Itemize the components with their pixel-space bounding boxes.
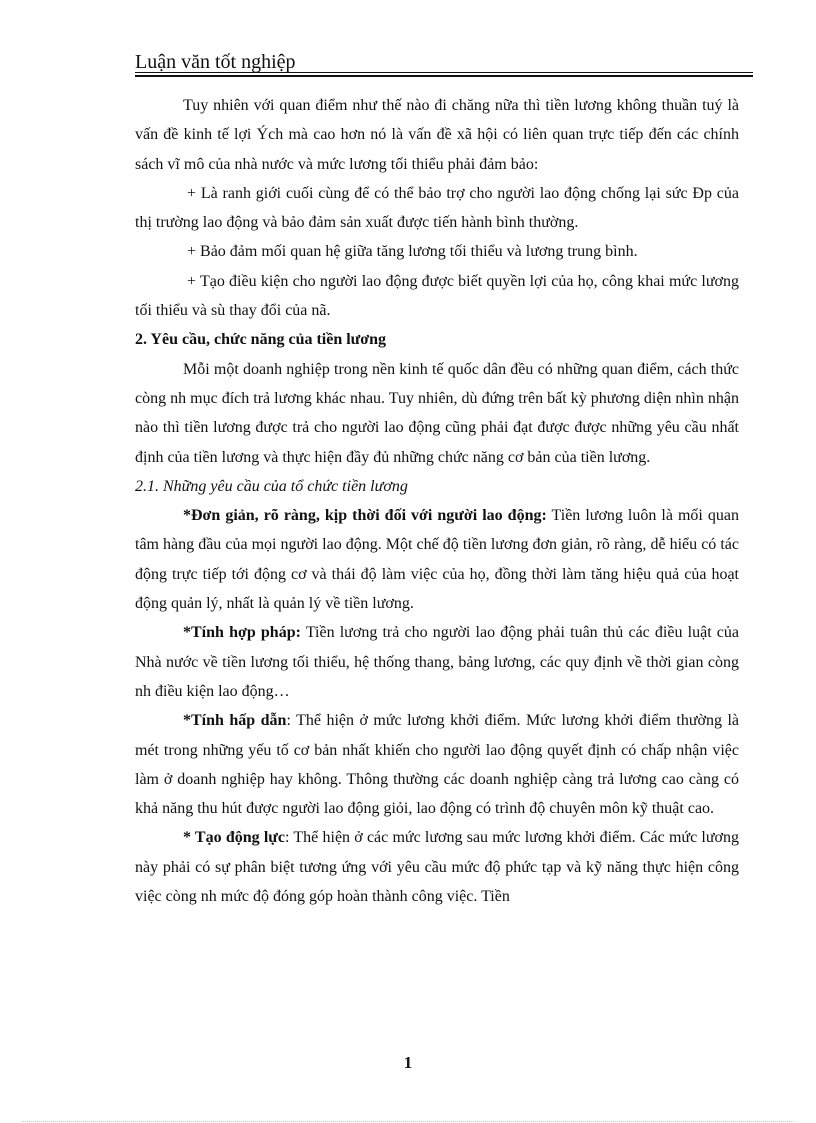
document-body	[135, 91, 739, 911]
paragraph-intro: Tuy nhiên với quan điểm như thế nào đi chăng nữa thì tiền lương không thuần tuý là vấn đề kinh tế lợi Ých mà cao hơn nó là vấn đề xã hội có liên quan trực tiếp đến các chính sách vĩ mô của nhà nước và mức lương tối thiểu phải đảm bảo:	[135, 97, 739, 173]
paragraph-bullet-1: + Là ranh giới cuối cùng để có thể bảo trợ cho người lao động chống lại sức Ðp của thị trường lao động và bảo đảm sản xuất được tiến hành bình thường.	[135, 184, 739, 232]
paragraph-requirement-simple	[135, 501, 739, 618]
requirement-motivation-title: * Tạo động lực	[183, 829, 286, 847]
subsection-heading: 2.1. Những yêu cầu của tổ chức tiền lương	[135, 477, 408, 495]
paragraph-requirement-attractive	[135, 706, 739, 823]
requirement-legal-title: *Tính hợp pháp:	[183, 624, 301, 642]
requirement-simple-title: *Đơn giản, rõ ràng, kịp thời đối với người lao động:	[183, 507, 547, 525]
header-title: Luận văn tốt nghiệp	[135, 51, 296, 73]
page-header	[135, 50, 753, 76]
requirement-simple-text: Tiền lương luôn là mối quan tâm hàng đầu của mọi người lao động. Một chế độ tiền lương đơn giản, rõ ràng, dễ hiểu có tác động trực tiếp tới động cơ và thái độ làm việc của họ, đồng thời làm tăng hiệu quả của hoạt động quản lý, nhất là quản lý về tiền lương.	[135, 507, 739, 613]
paragraph-requirement-motivation	[135, 823, 739, 911]
requirement-legal-text: Tiền lương trả cho người lao động phải tuân thủ các điều luật của Nhà nước về tiền lương tối thiểu, hệ thống thang, bảng lương, các quy định về thời gian còng nh điều kiện lao động…	[135, 624, 740, 700]
paragraph-bullet-3: + Tạo điều kiện cho người lao động được biết quyền lợi của họ, công khai mức lương tối thiểu và sù thay đổi của nã.	[135, 272, 739, 320]
page-number: 1	[403, 1053, 413, 1072]
paragraph-bullet-2: + Bảo đảm mối quan hệ giữa tăng lương tối thiểu và lương trung bình.	[187, 243, 638, 261]
requirement-attractive-title: *Tính hấp dẫn	[183, 712, 287, 730]
requirement-attractive-text: : Thể hiện ở mức lương khởi điểm. Mức lương khởi điểm thường là mét trong những yếu tố cơ bản nhất khiến cho người lao động quyết định có chấp nhận việc làm ở doanh nghiệp hay không. Thông thường các doanh nghiệp càng trả lương cao càng có khả năng thu hút được người lao động giỏi, lao động có trình độ chuyên môn kỹ thuật cao.	[135, 712, 739, 818]
header-rule-thick	[135, 75, 753, 77]
requirement-motivation-text: : Thể hiện ở các mức lương sau mức lương khởi điểm. Các mức lương này phải có sự phân biệt tương ứng với yêu cầu mức độ phức tạp và kỹ năng thực hiện công việc còng nh mức độ đóng góp hoàn thành công việc. Tiền	[135, 829, 740, 906]
paragraph-section-intro: Mỗi một doanh nghiệp trong nền kinh tế quốc dân đều có những quan điểm, cách thức còng nh mục đích trả lương khác nhau. Tuy nhiên, dù đứng trên bất kỳ phương diện nhìn nhận nào thì tiền lương được trả cho người lao động cũng phải đạt được được những yêu cầu nhất định của tiền lương và thực hiện đầy đủ những chức năng cơ bản của tiền lương.	[135, 360, 739, 466]
section-heading: 2. Yêu cầu, chức năng của tiền lương	[135, 331, 387, 349]
page-bottom-border	[22, 1121, 794, 1122]
paragraph-requirement-legal	[135, 618, 739, 706]
header-rule-thin	[135, 72, 753, 73]
